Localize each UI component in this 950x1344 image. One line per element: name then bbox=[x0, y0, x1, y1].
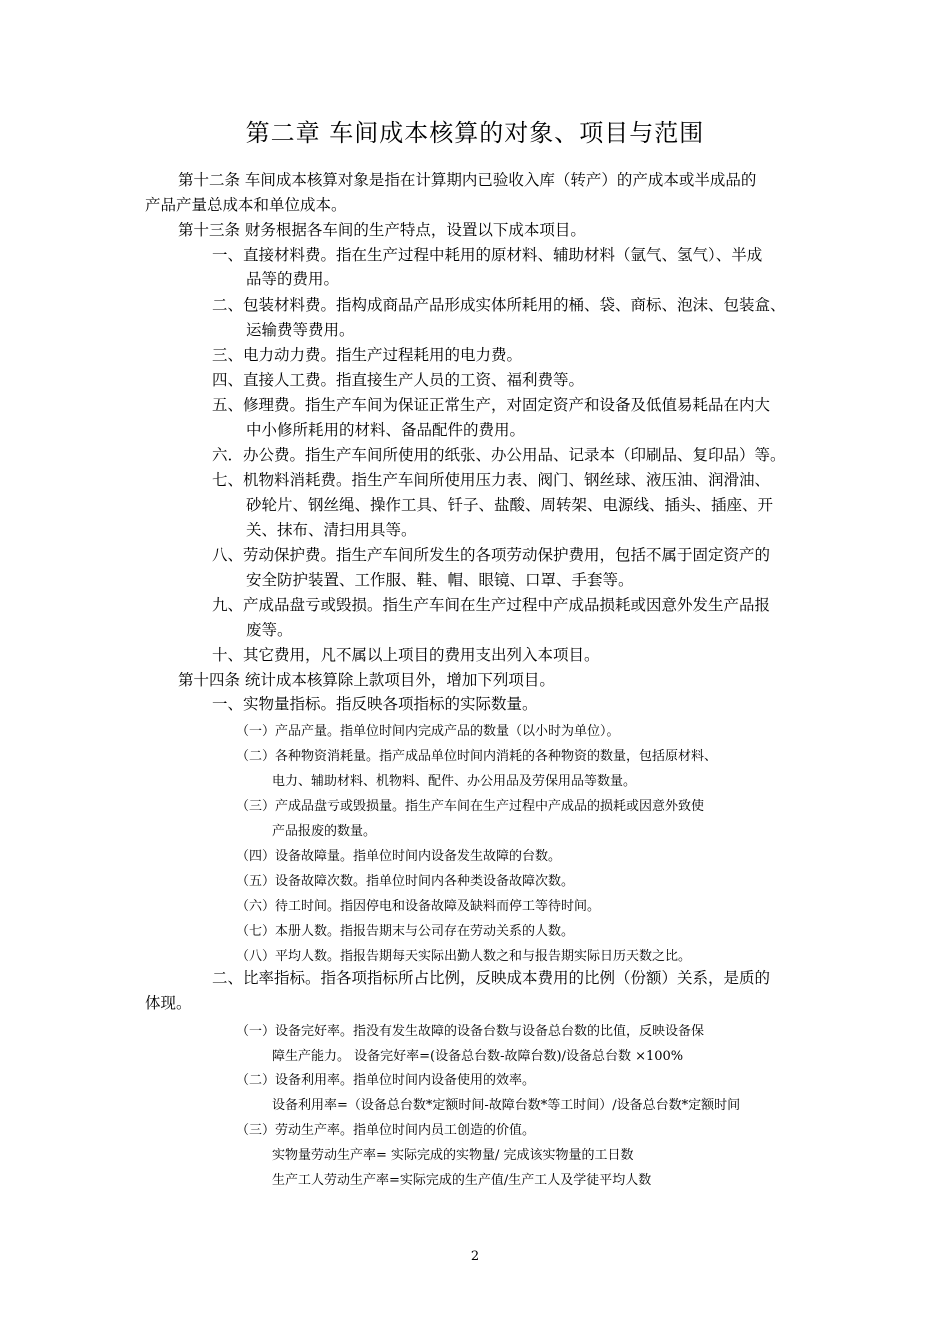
text-line: （三）产成品盘亏或毁损量。指生产车间在生产过程中产成品的损耗或因意外致使 bbox=[236, 799, 705, 814]
text-line: 砂轮片、钢丝绳、操作工具、钎子、盐酸、周转架、电源线、插头、插座、开 bbox=[246, 496, 774, 514]
text-line: 生产工人劳动生产率=实际完成的生产值/生产工人及学徒平均人数 bbox=[272, 1173, 652, 1188]
text-line: 障生产能力。 设备完好率=(设备总台数-故障台数)/设备总台数 ×100% bbox=[272, 1049, 684, 1064]
text-line: 一、直接材料费。指在生产过程中耗用的原材料、辅助材料（氩气、氢气）、半成 bbox=[212, 246, 763, 264]
text-line: 九、产成品盘亏或毁损。指生产车间在生产过程中产成品损耗或因意外发生产品报 bbox=[212, 596, 771, 614]
text-line: （五）设备故障次数。指单位时间内各种类设备故障次数。 bbox=[236, 874, 575, 889]
text-line: 七、机物料消耗费。指生产车间所使用压力表、阀门、钢丝球、液压油、润滑油、 bbox=[212, 471, 771, 489]
text-line: 第十四条 统计成本核算除上款项目外，增加下列项目。 bbox=[178, 671, 555, 689]
text-line: （三）劳动生产率。指单位时间内员工创造的价值。 bbox=[236, 1123, 536, 1138]
text-line: 四、直接人工费。指直接生产人员的工资、福利费等。 bbox=[212, 371, 585, 389]
page-number: 2 bbox=[470, 1249, 480, 1264]
text-line: 品等的费用。 bbox=[246, 270, 340, 288]
text-line: 关、抹布、清扫用具等。 bbox=[246, 521, 417, 539]
text-line: 六．办公费。指生产车间所使用的纸张、办公用品、记录本（印刷品、复印品）等。 bbox=[212, 446, 786, 464]
text-line: 产品产量总成本和单位成本。 bbox=[145, 196, 347, 214]
text-line: 二、比率指标。指各项指标所占比例，反映成本费用的比例（份额）关系，是质的 bbox=[212, 969, 771, 987]
text-line: 第十三条 财务根据各车间的生产特点，设置以下成本项目。 bbox=[178, 221, 586, 239]
chapter-title: 第二章 车间成本核算的对象、项目与范围 bbox=[245, 119, 705, 147]
text-line: 体现。 bbox=[145, 994, 192, 1012]
text-line: 十、其它费用，凡不属以上项目的费用支出列入本项目。 bbox=[212, 646, 600, 664]
text-line: 电力、辅助材料、机物料、配件、办公用品及劳保用品等数量。 bbox=[272, 774, 637, 789]
text-line: 中小修所耗用的材料、备品配件的费用。 bbox=[246, 421, 526, 439]
text-line: 第十二条 车间成本核算对象是指在计算期内已验收入库（转产）的产成本或半成品的 bbox=[178, 171, 757, 189]
text-line: 实物量劳动生产率= 实际完成的实物量/ 完成该实物量的工日数 bbox=[272, 1148, 634, 1163]
text-line: 三、电力动力费。指生产过程耗用的电力费。 bbox=[212, 346, 523, 364]
text-line: 产品报废的数量。 bbox=[272, 824, 377, 839]
text-line: 五、修理费。指生产车间为保证正常生产，对固定资产和设备及低值易耗品在内大 bbox=[212, 396, 771, 414]
text-line: （六）待工时间。指因停电和设备故障及缺料而停工等待时间。 bbox=[236, 899, 601, 914]
text-line: 二、包装材料费。指构成商品产品形成实体所耗用的桶、袋、商标、泡沫、包装盒、 bbox=[212, 296, 786, 314]
text-line: 废等。 bbox=[246, 621, 293, 639]
text-line: 一、实物量指标。指反映各项指标的实际数量。 bbox=[212, 695, 538, 713]
text-line: （七）本册人数。指报告期末与公司存在劳动关系的人数。 bbox=[236, 924, 575, 939]
text-line: 运输费等费用。 bbox=[246, 321, 355, 339]
text-line: （八）平均人数。指报告期每天实际出勤人数之和与报告期实际日历天数之比。 bbox=[236, 949, 692, 964]
text-line: 设备利用率=（设备总台数*定额时间-故障台数*等工时间）/设备总台数*定额时间 bbox=[272, 1098, 741, 1113]
text-line: （二）各种物资消耗量。指产成品单位时间内消耗的各种物资的数量，包括原材料、 bbox=[236, 749, 718, 764]
text-line: （一）设备完好率。指没有发生故障的设备台数与设备总台数的比值，反映设备保 bbox=[236, 1024, 705, 1039]
text-line: （四）设备故障量。指单位时间内设备发生故障的台数。 bbox=[236, 849, 562, 864]
text-line: （一）产品产量。指单位时间内完成产品的数量（以小时为单位）。 bbox=[236, 724, 620, 739]
text-line: 八、劳动保护费。指生产车间所发生的各项劳动保护费用，包括不属于固定资产的 bbox=[212, 546, 771, 564]
text-line: （二）设备利用率。指单位时间内设备使用的效率。 bbox=[236, 1073, 536, 1088]
text-line: 安全防护装置、工作服、鞋、帽、眼镜、口罩、手套等。 bbox=[246, 571, 634, 589]
